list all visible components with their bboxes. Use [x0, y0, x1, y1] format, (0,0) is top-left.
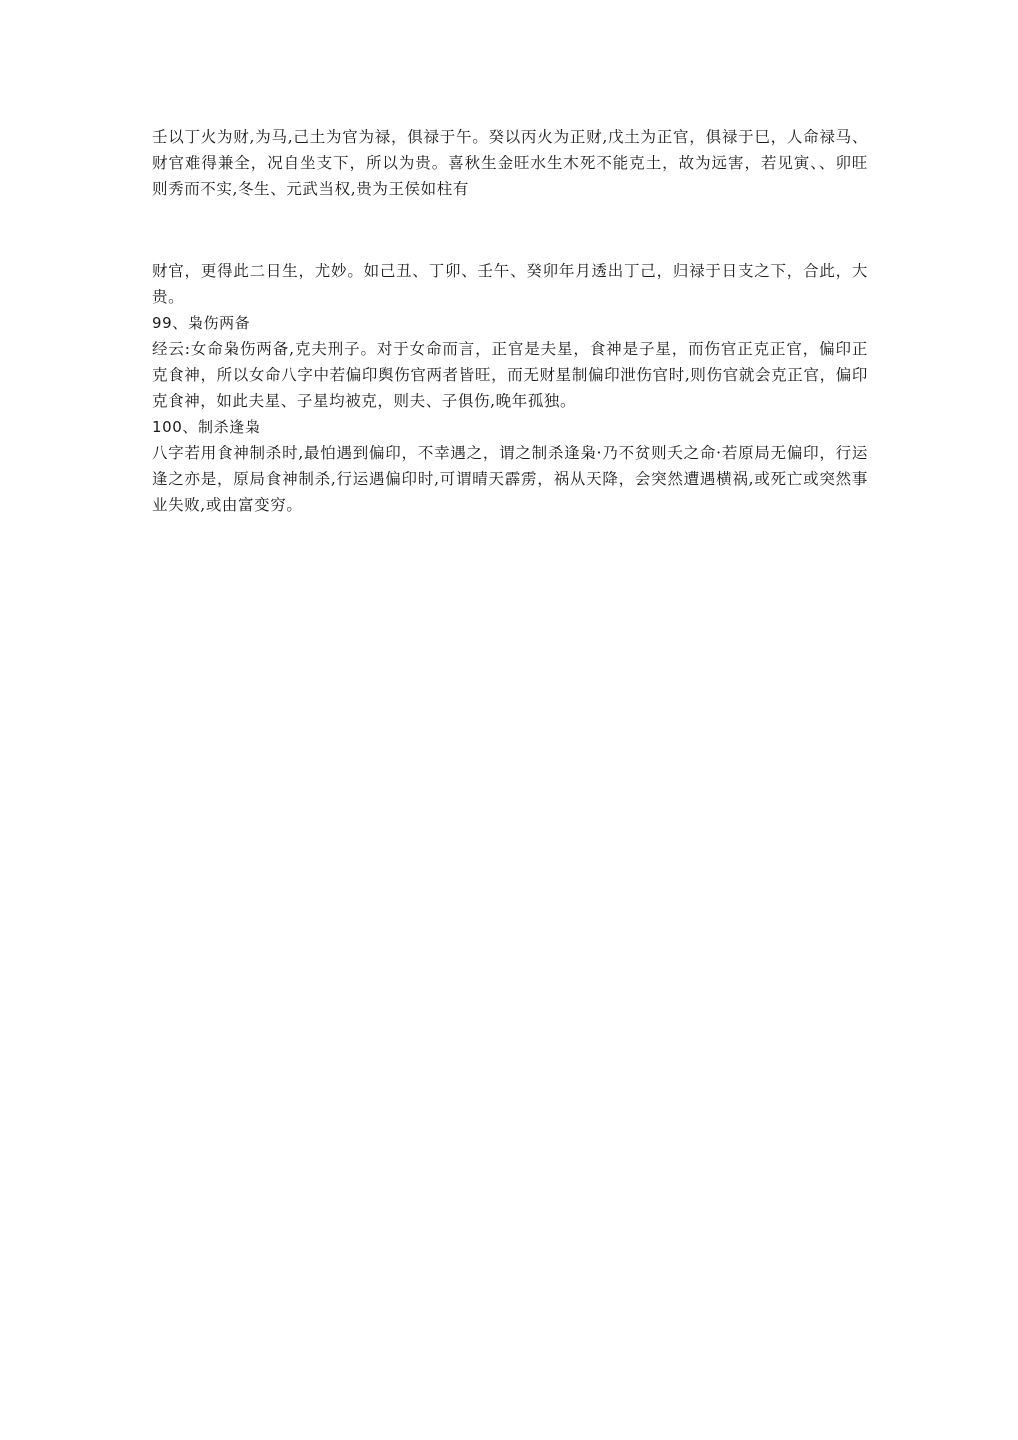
text-block-main — [152, 258, 868, 518]
section-heading-100: 100、制杀逢枭 — [152, 418, 261, 436]
text-block-top — [152, 124, 868, 202]
section-heading-99: 99、枭伤两备 — [152, 314, 251, 332]
paragraph-ren-gui: 壬以丁火为财,为马,己土为官为禄，俱禄于午。癸以丙火为正财,戊土为正官，俱禄于巳，人命禄马、财官难得兼全，况自坐支下，所以为贵。喜秋生金旺水生木死不能克土，故为远害，若见寅、、卯旺则秀而不实,冬生、元武当权,贵为王侯如柱有 — [152, 128, 868, 198]
paragraph-continuation: 财官，更得此二日生，尤妙。如己丑、丁卯、壬午、癸卯年月透出丁己，归禄于日支之下，合此，大贵。 — [152, 262, 868, 306]
section-body-99: 经云:女命枭伤两备,克夫刑子。对于女命而言，正官是夫星，食神是子星，而伤官正克正官，偏印正克食神，所以女命八字中若偏印舆伤官两者皆旺，而无财星制偏印泄伤官时,则伤官就会克正官，偏印克食神，如此夫星、子星均被克，则夫、子俱伤,晚年孤独。 — [152, 340, 868, 410]
section-body-100: 八字若用食神制杀时,最怕遇到偏印，不幸遇之，谓之制杀逢枭·乃不贫则夭之命·若原局无偏印，行运逢之亦是，原局食神制杀,行运遇偏印时,可谓晴天霹雳，祸从天降，会突然遭遇横祸,或死亡或突然事业失败,或由富变穷。 — [152, 444, 868, 514]
